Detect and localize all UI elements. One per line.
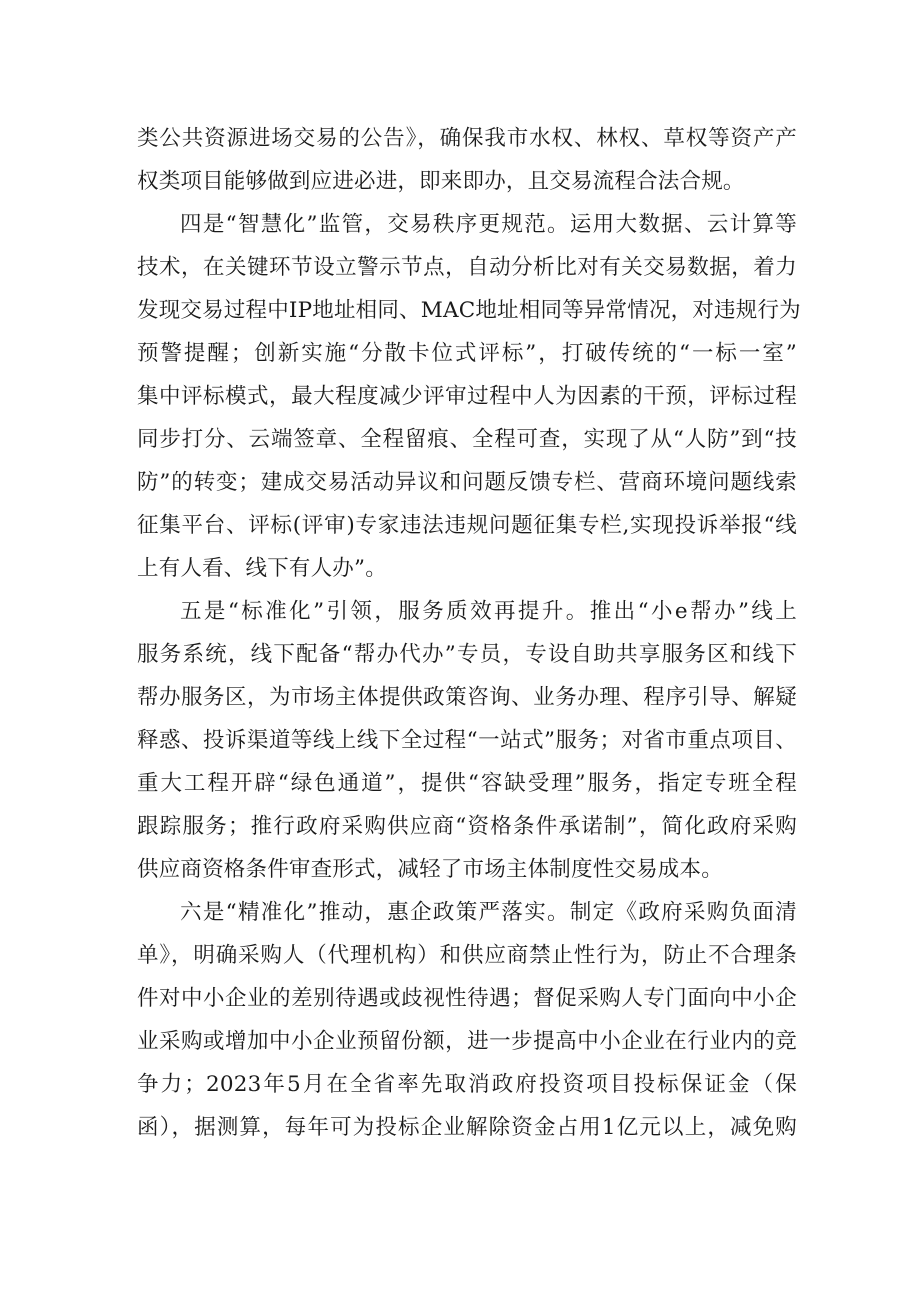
text-line: 防”的转变；建成交易活动异议和问题反馈专栏、营商环境问题线索 xyxy=(137,470,797,495)
text-line: 技术，在关键环节设立警示节点，自动分析比对有关交易数据，着力 xyxy=(137,255,797,280)
text-line: 单》，明确采购人（代理机构）和供应商禁止性行为，防止不合理条 xyxy=(137,943,797,968)
text-line: 集中评标模式，最大程度减少评审过程中人为因素的干预，评标过程 xyxy=(137,384,797,409)
text-line: 征集平台、评标(评审)专家违法违规问题征集专栏,实现投诉举报“线 xyxy=(137,513,797,538)
text-line: 发现交易过程中IP地址相同、MAC地址相同等异常情况，对违规行为 xyxy=(137,298,801,323)
text-line: 帮办服务区，为市场主体提供政策咨询、业务办理、程序引导、解疑 xyxy=(137,685,797,710)
text-line: 重大工程开辟“绿色通道”，提供“容缺受理”服务，指定专班全程 xyxy=(137,771,797,796)
text-line: 同步打分、云端签章、全程留痕、全程可查，实现了从“人防”到“技 xyxy=(137,427,797,452)
text-line: 服务系统，线下配备“帮办代办”专员，专设自助共享服务区和线下 xyxy=(137,642,797,667)
text-line: 上有人看、线下有人办”。 xyxy=(137,556,387,581)
paragraph-start-line: 五是“标准化”引领，服务质效再提升。推出“小e帮办”线上 xyxy=(180,599,797,624)
text-line: 预警提醒；创新实施“分散卡位式评标”，打破传统的“一标一室” xyxy=(137,341,797,366)
paragraph-start-line: 六是“精准化”推动，惠企政策严落实。制定《政府采购负面清 xyxy=(180,900,797,925)
text-line: 跟踪服务；推行政府采购供应商“资格条件承诺制”，简化政府采购 xyxy=(137,814,797,839)
text-line: 争力；2023年5月在全省率先取消政府投资项目投标保证金（保 xyxy=(137,1072,797,1097)
text-line: 业采购或增加中小企业预留份额，进一步提高中小企业在行业内的竞 xyxy=(137,1029,797,1054)
text-line: 权类项目能够做到应进必进，即来即办，且交易流程合法合规。 xyxy=(137,169,745,194)
text-line: 函），据测算，每年可为投标企业解除资金占用1亿元以上，减免购 xyxy=(137,1115,797,1140)
text-line: 类公共资源进场交易的公告》，确保我市水权、林权、草权等资产产 xyxy=(137,126,797,151)
paragraph-start-line: 四是“智慧化”监管，交易秩序更规范。运用大数据、云计算等 xyxy=(180,212,797,237)
text-line: 释惑、投诉渠道等线上线下全过程“一站式”服务；对省市重点项目、 xyxy=(137,728,797,753)
text-line: 供应商资格条件审查形式，减轻了市场主体制度性交易成本。 xyxy=(137,857,723,882)
text-line: 件对中小企业的差别待遇或歧视性待遇；督促采购人专门面向中小企 xyxy=(137,986,797,1011)
